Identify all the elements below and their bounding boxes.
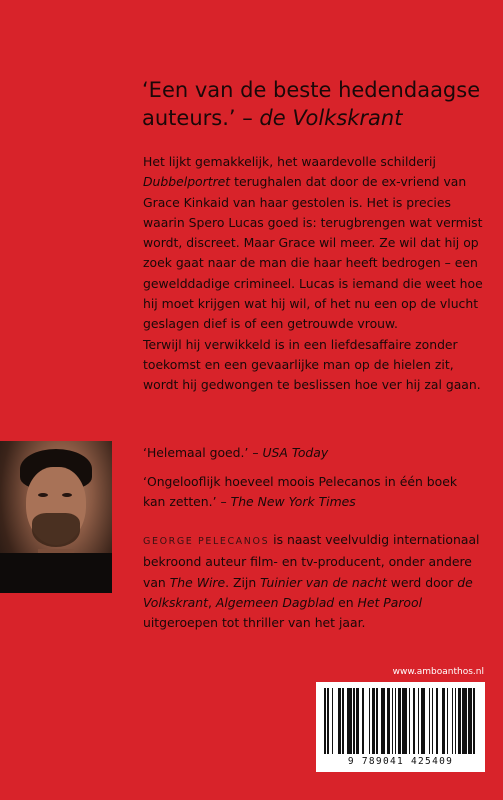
isbn-barcode [316,682,485,772]
photo-eye [62,493,72,497]
author-photo [0,441,112,593]
review-text: ‘Ongelooflijk hoeveel moois Pelecanos in één boek kan zetten.’ – [143,474,457,509]
blurb-paragraph-1 [143,152,483,335]
photo-beard [32,513,80,547]
photo-eye [38,493,48,497]
blurb-text: terughalen dat door de ex-vriend van Grace Kinkaid van haar gestolen is. Het is precies waarin Spero Lucas goed is: terugbrengen wat vermist wordt, discreet. Maar Grace wil meer. Ze wil dat hij op zoek gaat naar de man die haar heeft bedrogen – een gewelddadige crimineel. Lucas is iemand die weet hoe hij moet krijgen wat hij wil, of het nu een op de vlucht geslagen dief is of een getrouwde vrouw. [143,174,483,332]
show-title: The Wire [169,574,226,590]
barcode-stripe [475,688,477,754]
bio-text: , [207,594,216,610]
book-title: Tuinier van de nacht [260,574,387,590]
featured-quote-source: de Volkskrant [259,106,403,130]
featured-quote [142,76,482,132]
review-quote [143,443,483,463]
bio-text: en [334,594,358,610]
author-bio [143,530,483,633]
author-name: GEORGE PELECANOS [143,536,270,547]
review-source: USA Today [262,445,329,460]
review-quote [143,472,483,512]
newspaper-name: Het Parool [357,594,423,610]
photo-shirt [0,553,112,593]
publisher-website: www.amboanthos.nl [392,667,484,677]
featured-quote-text: ‘Een van de beste hedendaagse auteurs.’ – [142,78,481,130]
painting-title: Dubbelportret [143,174,231,190]
bio-text: . Zijn [225,574,261,590]
barcode-bars [324,688,477,754]
blurb-text: Het lijkt gemakkelijk, het waardevolle schilderij [143,154,436,169]
isbn-number: 9 789041 425409 [347,756,454,767]
newspaper-name: Algemeen Dagblad [215,594,335,610]
review-source: The New York Times [230,494,356,509]
review-text: ‘Helemaal goed.’ – [143,445,263,460]
bio-text: is naast veelvuldig internationaal bekroond auteur film- en tv-producent, onder andere van [143,532,480,590]
blurb-paragraph-2: Terwijl hij verwikkeld is in een liefdesaffaire zonder toekomst en een gevaarlijke man op de hielen zit, wordt hij gedwongen te beslissen hoe ver hij zal gaan. [143,336,481,393]
bio-text: werd door [386,574,458,590]
newspaper-name: de Volkskrant [143,574,473,610]
bio-text: uitgeroepen tot thriller van het jaar. [143,615,366,631]
blurb [143,152,483,396]
